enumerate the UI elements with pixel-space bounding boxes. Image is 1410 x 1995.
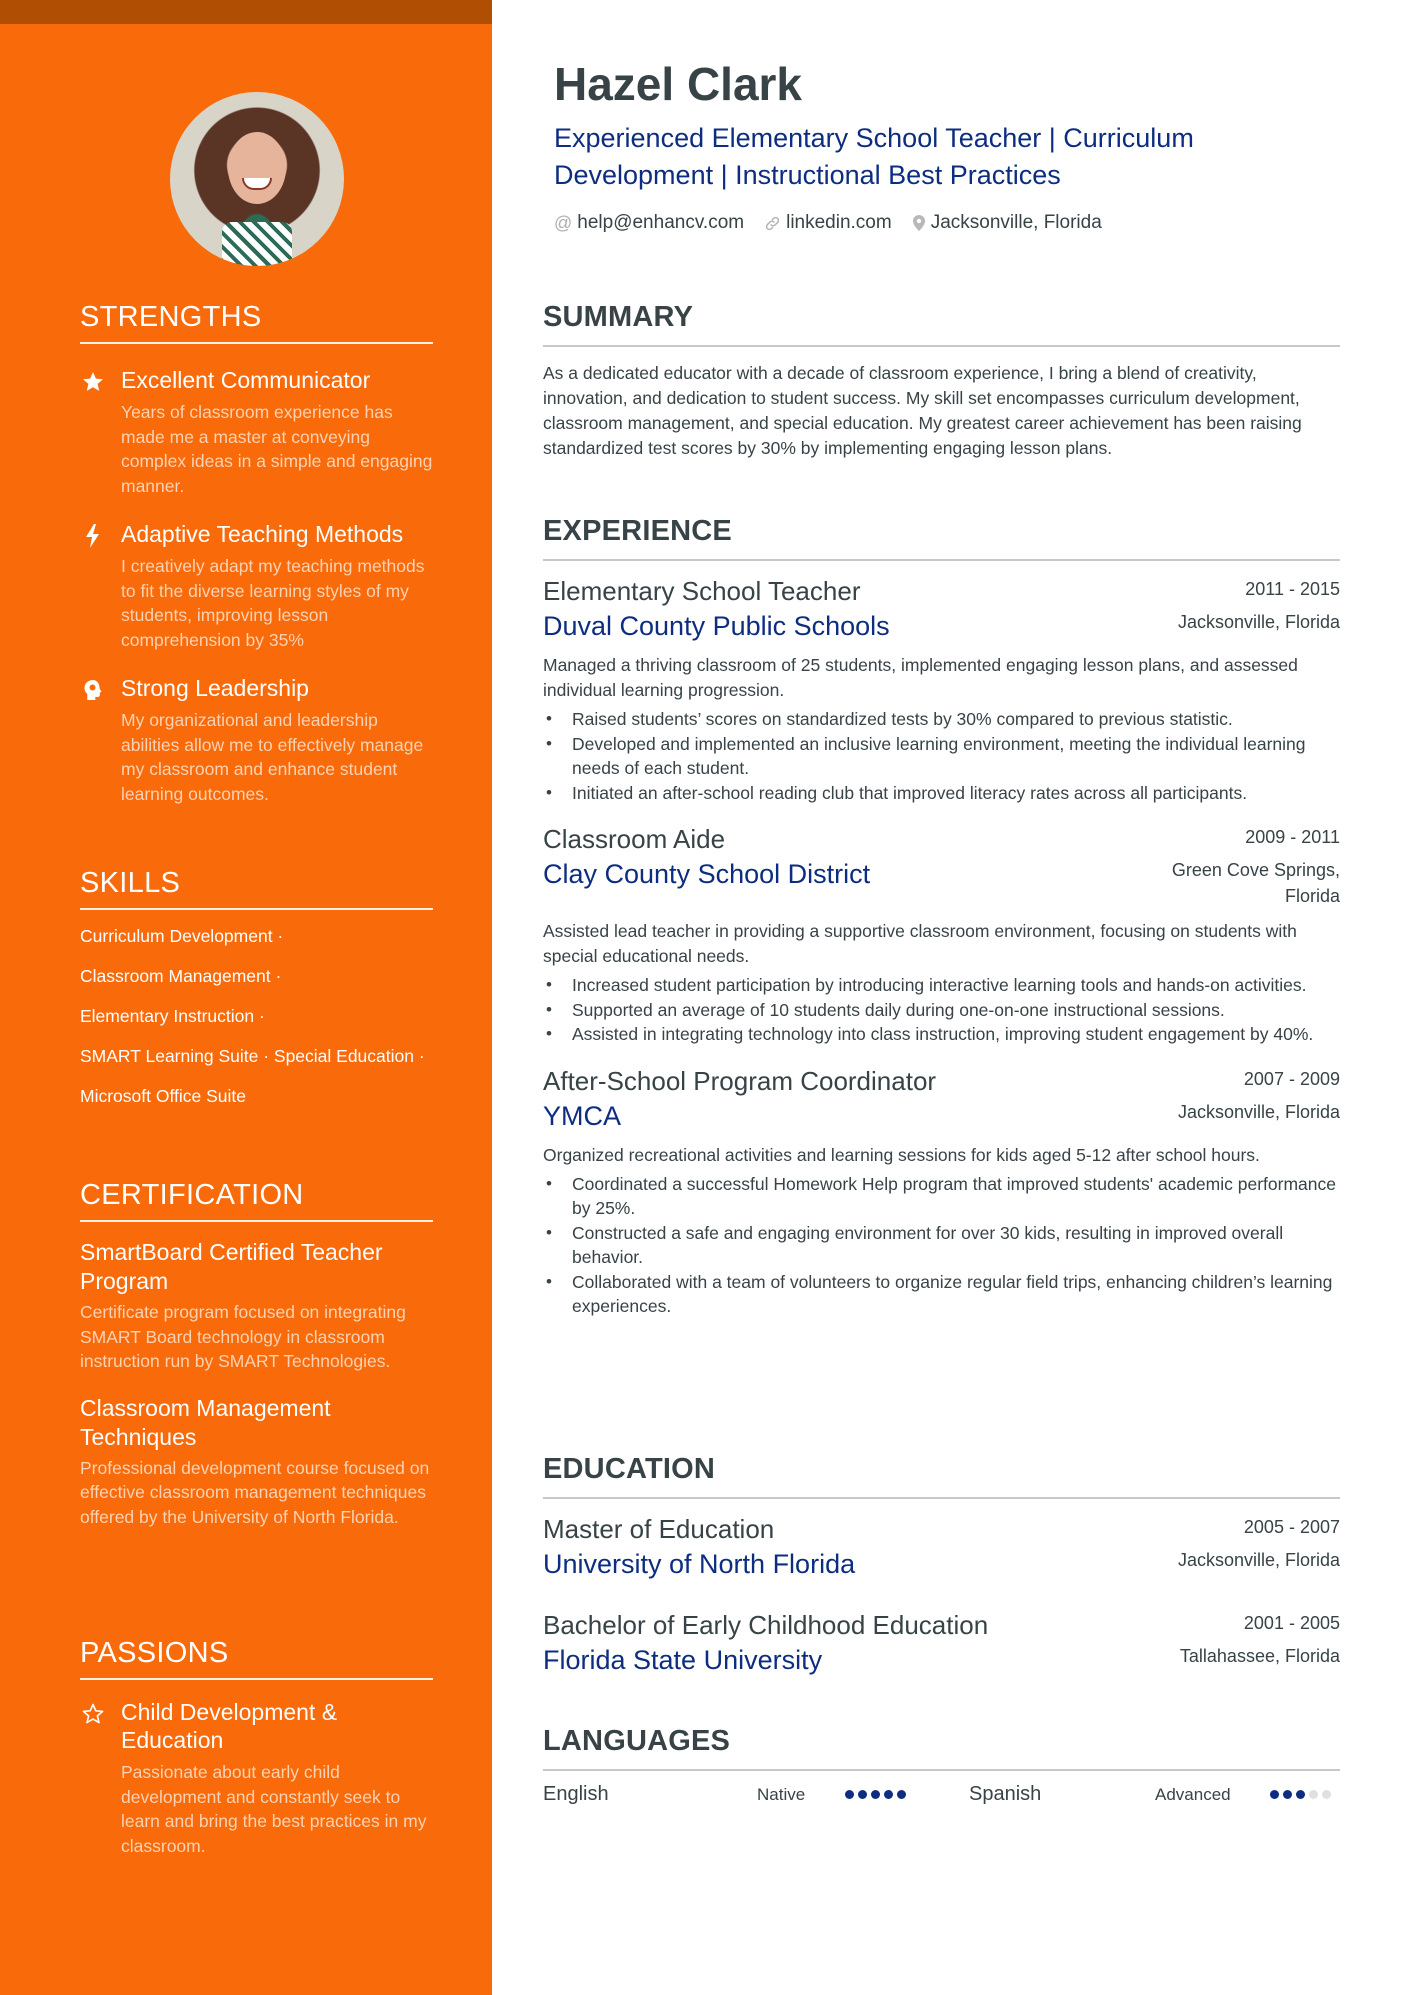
contact-bar [554, 212, 1122, 234]
job-title: After-School Program Coordinator [543, 1065, 937, 1096]
strength-description: I creatively adapt my teaching methods to fit the diverse learning styles of my students, improving lesson comprehension by 35% [121, 556, 425, 650]
dot-filled-icon [897, 1790, 906, 1799]
section-divider [543, 559, 1340, 561]
location-pin-icon [912, 214, 926, 232]
sidebar-top-bar [0, 0, 492, 24]
language-level: Native [757, 1784, 806, 1804]
section-divider [80, 908, 433, 910]
skills-list [80, 924, 433, 1108]
languages-heading: LANGUAGES [543, 1725, 731, 1757]
photo-face [228, 132, 286, 204]
photo-shirt [222, 222, 292, 266]
certification-item [80, 1238, 433, 1374]
education-dates: 2001 - 2005 [1243, 1613, 1340, 1633]
strengths-heading: STRENGTHS [80, 301, 262, 333]
skills-heading: SKILLS [80, 867, 181, 899]
job-location: Jacksonville, Florida [1177, 1101, 1340, 1122]
contact-email[interactable] [554, 212, 744, 234]
strength-item [80, 674, 433, 806]
job-dates: 2011 - 2015 [1245, 579, 1340, 599]
school-name: University of North Florida [543, 1549, 856, 1579]
dot-filled-icon [858, 1790, 867, 1799]
achievement-item: • Collaborated with a team of volunteers to organize regular field trips, enhancing children’s learning experiences. [543, 1270, 1340, 1319]
strength-description: My organizational and leadership abilities allow me to effectively manage my classroom and enhance student learning outcomes. [121, 710, 424, 804]
job-title: Classroom Aide [543, 824, 726, 854]
dot-filled-icon [1270, 1790, 1279, 1799]
achievement-item: • Constructed a safe and engaging environment for over 30 kids, resulting in improved overall behavior. [543, 1221, 1340, 1270]
experience-entry [543, 1065, 1340, 1319]
achievement-item: • Developed and implemented an inclusive learning environment, meeting the individual learning needs of each student. [543, 732, 1340, 781]
summary-section [543, 300, 1340, 461]
skill-tag: Curriculum Development · [80, 926, 284, 946]
contact-location-text: Jacksonville, Florida [930, 212, 1102, 233]
achievement-list [543, 1172, 1340, 1319]
skill-tag: SMART Learning Suite · Special Education · [80, 1046, 425, 1066]
job-location: Green Cove Springs, Florida [1171, 860, 1340, 906]
proficiency-dots [1270, 1790, 1331, 1799]
language-name: English [543, 1783, 609, 1805]
dot-filled-icon [845, 1790, 854, 1799]
dot-empty-icon [1309, 1790, 1318, 1799]
achievement-item: • Increased student participation by introducing interactive learning tools and hands-on activities. [543, 973, 1340, 998]
education-entry [543, 1513, 1340, 1581]
certification-title: Classroom Management Techniques [80, 1394, 331, 1450]
contact-location [912, 212, 1102, 234]
achievement-item: • Supported an average of 10 students daily during one-on-one instructional sessions. [543, 998, 1340, 1023]
section-divider [80, 342, 433, 344]
language-item [543, 1783, 969, 1806]
summary-text: As a dedicated educator with a decade of classroom experience, I bring a blend of creativity, innovation, and dedication to student success. My skill set encompasses curriculum development, classroom management, and special education. My greatest career achievement has been raising standardized test scores by 30% by implementing engaging lesson plans. [543, 363, 1302, 458]
achievement-list [543, 707, 1340, 805]
job-summary: Assisted lead teacher in providing a supportive classroom environment, focusing on students with special educational needs. [543, 921, 1297, 966]
experience-heading: EXPERIENCE [543, 515, 732, 547]
contact-linkedin-text: linkedin.com [786, 212, 892, 233]
certification-section [80, 1178, 433, 1529]
dot-filled-icon [884, 1790, 893, 1799]
degree-title: Master of Education [543, 1514, 775, 1544]
education-dates: 2005 - 2007 [1243, 1517, 1340, 1537]
skills-section [80, 866, 433, 1108]
job-dates: 2009 - 2011 [1245, 827, 1340, 847]
company-name: Duval County Public Schools [543, 611, 890, 641]
strength-description: Years of classroom experience has made me a master at conveying complex ideas in a simple and engaging manner. [121, 402, 433, 496]
strength-title: Excellent Communicator [121, 367, 371, 393]
certification-item [80, 1394, 433, 1530]
profile-photo [170, 92, 344, 266]
dot-filled-icon [1283, 1790, 1292, 1799]
strength-title: Strong Leadership [121, 675, 309, 701]
education-entry [543, 1609, 1340, 1677]
passion-item [80, 1698, 433, 1858]
strength-title: Adaptive Teaching Methods [121, 521, 404, 547]
achievement-list [543, 973, 1340, 1047]
head-brain-icon [80, 677, 106, 703]
dot-empty-icon [1322, 1790, 1331, 1799]
experience-entry [543, 823, 1340, 1047]
experience-entry [543, 575, 1340, 805]
education-section [543, 1452, 1340, 1677]
certification-description: Certificate program focused on integrating SMART Board technology in classroom instruction run by SMART Technologies. [80, 1302, 406, 1371]
language-name: Spanish [969, 1783, 1042, 1805]
certification-description: Professional development course focused on effective classroom management techniques offered by the University of North Florida. [80, 1457, 430, 1527]
section-divider [80, 1220, 433, 1222]
contact-linkedin[interactable] [764, 212, 892, 234]
language-item [969, 1783, 1340, 1806]
job-dates: 2007 - 2009 [1243, 1068, 1340, 1089]
experience-section [543, 514, 1340, 1319]
dot-filled-icon [871, 1790, 880, 1799]
link-icon [764, 215, 781, 232]
achievement-item: • Coordinated a successful Homework Help program that improved students' academic performance by 25%. [543, 1172, 1340, 1221]
section-divider [543, 1497, 1340, 1499]
certification-heading: CERTIFICATION [80, 1179, 304, 1211]
section-divider [80, 1678, 433, 1680]
skill-tag: Classroom Management · [80, 966, 282, 986]
strength-item [80, 520, 433, 652]
skill-tag: Elementary Instruction · [80, 1006, 265, 1026]
degree-title: Bachelor of Early Childhood Education [543, 1610, 989, 1640]
job-summary: Organized recreational activities and learning sessions for kids aged 5-12 after school hours. [543, 1144, 1260, 1165]
language-level: Advanced [1155, 1784, 1231, 1804]
candidate-headline: Experienced Elementary School Teacher | Curriculum Development | Instructional Best Practices [554, 123, 1194, 190]
achievement-item: • Raised students’ scores on standardized tests by 30% compared to previous statistic. [543, 707, 1340, 732]
languages-row [543, 1783, 1340, 1806]
job-location: Jacksonville, Florida [1177, 612, 1340, 632]
star-filled-icon [80, 369, 106, 395]
star-outline-icon [80, 1701, 106, 1727]
at-icon: @ [554, 212, 573, 233]
passion-title: Child Development & Education [121, 1699, 338, 1753]
passions-section [80, 1636, 433, 1858]
dot-filled-icon [1296, 1790, 1305, 1799]
school-location: Jacksonville, Florida [1177, 1550, 1340, 1570]
skill-tag: Microsoft Office Suite [80, 1086, 246, 1106]
school-name: Florida State University [543, 1645, 823, 1675]
strengths-section [80, 300, 433, 806]
certification-title: SmartBoard Certified Teacher Program [80, 1239, 383, 1294]
section-divider [543, 345, 1340, 347]
school-location: Tallahassee, Florida [1179, 1646, 1340, 1666]
summary-heading: SUMMARY [543, 301, 694, 333]
job-title: Elementary School Teacher [543, 576, 861, 606]
company-name: YMCA [543, 1100, 622, 1131]
section-divider [543, 1769, 1340, 1771]
education-heading: EDUCATION [543, 1453, 716, 1485]
job-summary: Managed a thriving classroom of 25 students, implemented engaging lesson plans, and assessed individual learning progression. [543, 655, 1298, 700]
languages-section [543, 1724, 1340, 1806]
passion-description: Passionate about early child development and constantly seek to learn and bring the best practices in my classroom. [121, 1762, 427, 1856]
proficiency-dots [845, 1790, 906, 1799]
contact-email-text: help@enhancv.com [577, 212, 745, 233]
achievement-item: • Initiated an after-school reading club that improved literacy rates across all participants. [543, 781, 1340, 806]
achievement-item: • Assisted in integrating technology into class instruction, improving student engagement by 40%. [543, 1022, 1340, 1047]
strength-item [80, 366, 433, 498]
candidate-name: Hazel Clark [554, 58, 803, 110]
company-name: Clay County School District [543, 859, 871, 889]
lightning-bolt-icon [80, 523, 106, 549]
passions-heading: PASSIONS [80, 1637, 229, 1669]
